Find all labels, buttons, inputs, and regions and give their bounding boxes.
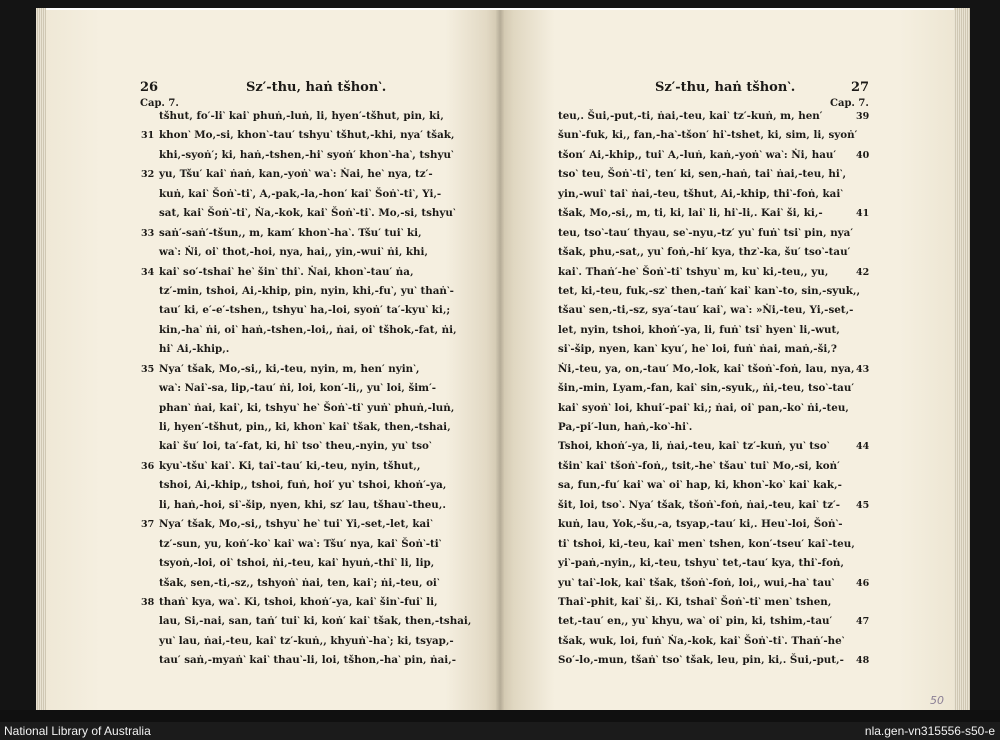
verse-number: 37 <box>141 519 155 531</box>
text-line <box>141 165 451 184</box>
line-text: tšin‵ kai‵ tšoṅ‵-foṅ‚, tsit‚-he‵ tšau‵ tui‵ Mo‚-si‚ koṅ′ <box>558 459 840 472</box>
text-line <box>558 263 870 282</box>
line-text: šit‚ loi‚ tso‵. Nya′ tšak‚ tšoṅ‵-foṅ‚ ṅai‚-teu‚ kai‵ tz′- <box>558 498 841 511</box>
line-text: tšak‚ sen‚-ti‚-sz‚, tshyoṅ‵ ṅai‚ ten‚ kai‵; ṅi‚-teu‚ oi‵ <box>159 576 440 589</box>
line-text: tau′ saṅ‚-myaṅ‵ kai‵ thau‵-li‚ loi‚ tšhon‚-ha‵ pin‚ ṅai‚- <box>159 654 457 667</box>
book-cover-right <box>970 0 1000 722</box>
line-text: Pa‚-pi′-lun‚ haṅ‚-ko‵-hi‵. <box>558 421 693 433</box>
verse-number: 38 <box>141 596 155 608</box>
text-line <box>558 282 861 301</box>
line-text: khi‚-syoṅ′; ki‚ haṅ‚-tshen‚-hi‵ syoṅ′ khon‵-ha‵, tshyu‵ <box>159 148 454 161</box>
line-text: Nya′ tšak‚ Mo‚-si‚, ki‚-teu‚ nyin‚ m‚ hen′ nyin‵, <box>159 362 420 375</box>
text-line <box>558 535 855 554</box>
text-line <box>558 476 848 495</box>
line-text: tšak‚ phu‚-sat‚, yu‵ foṅ‚-hi′ kya‚ thz‵-ka‚ šu′ tso‵-tau′ <box>558 246 851 259</box>
verse-number: 47 <box>856 616 870 628</box>
text-line <box>558 360 870 379</box>
line-text: kai‵ šu′ loi‚ ta′-fat‚ ki‚ hi‵ tso‵ theu‚-nyin‚ yu‵ tso‵ <box>159 440 432 453</box>
text-line <box>558 243 851 262</box>
book-cover-left <box>0 0 36 722</box>
text-line <box>558 399 848 418</box>
line-text: tso‵ teu‚ Šoṅ‵-ti‵, ten′ ki‚ sen‚-haṅ‚ tai‵ ṅai‚-teu‚ hi‵, <box>558 168 847 181</box>
text-line <box>558 107 870 126</box>
text-line <box>558 165 848 184</box>
text-line <box>558 340 848 359</box>
verse-number: 39 <box>856 111 870 122</box>
line-text: tz′-min‚ tshoi‚ Ai‚-khip‚ pin‚ nyin‚ khi‚-fu‵, yu‵ thaṅ‵- <box>159 284 454 297</box>
line-text: Thai‵-phit‚ kai‵ ši‚. Ki‚ tshai‵ Šoṅ‵-ti‵ men‵ tshen‚ <box>558 595 832 608</box>
line-text: thaṅ‵ kya‚ wa‵. Ki‚ tshoi‚ khoṅ′-ya‚ kai‵ šin‵-fui‵ li‚ <box>159 595 438 608</box>
text-line <box>141 224 451 243</box>
text-line <box>558 126 858 145</box>
footer-bar <box>0 722 1000 740</box>
verse-number: 45 <box>856 499 870 511</box>
text-line <box>558 457 848 476</box>
text-line <box>159 612 472 631</box>
line-text: kin‚-ha‵ ṅi‚ oi‵ haṅ‚-tshen‚-loi‚, ṅai‚ oi‵ tšhok‚-fat‚ ṅi‚ <box>159 323 457 336</box>
line-text: šun‵-fuk‚ ki‚, fan‚-ha‵-tšon′ hi‵-tshet‚ ki‚ sim‚ li‚ syoṅ′ <box>558 129 858 142</box>
text-line <box>159 340 451 359</box>
text-line <box>558 321 848 340</box>
text-line <box>558 496 870 515</box>
line-text: tet‚ ki‚-teu‚ fuk‚-sz‵ then‚-taṅ′ kai‵ kan‵-to‚ sin‚-syuk‚, <box>558 284 861 297</box>
line-text: kai‵ so′-tshai‵ he‵ šin‵ thi‵. Ṅai‚ khon‵-tau′ ṅa‚ <box>159 265 414 278</box>
text-line <box>558 515 848 534</box>
line-text: So′-lo‚-mun‚ tšaṅ‵ tso‵ tšak‚ leu‚ pin‚ ki‚. Šui‚-put‚- <box>558 654 844 667</box>
line-text: kuṅ‚ lau‚ Yok‚-šu‚-a‚ tsyap‚-tau′ ki‚. Heu‵-loi‚ Šoṅ‵- <box>558 518 843 531</box>
text-line <box>159 243 451 262</box>
line-text: wa‵: Ṅi‚ oi‵ thot‚-hoi‚ nya‚ hai‚, yin‚-wui‵ ṅi‚ khi‚ <box>159 246 428 259</box>
verse-number: 40 <box>856 149 870 161</box>
text-line <box>159 282 454 301</box>
line-text: kai‵ syoṅ‵ loi‚ khui′-pai‵ ki‚; ṅai‚ oi‵ pan‚-ko‵ ṅi‚-teu‚ <box>558 401 849 414</box>
text-line <box>159 476 451 495</box>
text-line <box>558 185 848 204</box>
line-text: sat‚ kai‵ Šoṅ‵-ti‵, Ṅa‚-kok‚ kai‵ Šoṅ‵-ti‵. Mo‚-si‚ tshyu‵ <box>159 207 456 220</box>
text-line <box>558 651 870 670</box>
text-line <box>558 554 848 573</box>
left-chapter-label: Cap. 7. <box>140 98 179 109</box>
line-text: teu‚ tso‵-tau′ thyau‚ se‵-nyu‚-tz′ yu‵ fuṅ‵ tsi‵ pin‚ nya′ <box>558 226 854 239</box>
book-cover-bottom <box>0 710 1000 722</box>
text-line <box>558 632 848 651</box>
text-line <box>159 185 451 204</box>
line-text: sa‚ fun‚-fu′ kai‵ wa‵ oi‵ hap‚ ki‚ khon‵-ko‵ kai‵ kak‚- <box>558 479 842 492</box>
line-text: tz′-sun‚ yu‚ koṅ′-ko‵ kai‵ wa‵: Tšu′ nya‚ kai‵ Šoṅ‵-ti‵ <box>159 537 442 550</box>
text-line <box>558 379 855 398</box>
line-text: kuṅ‚ kai‵ Šoṅ‵-ti‵, A‚-pak‚-la‚-hon′ kai‵ Šoṅ‵-ti‵, Yi‚- <box>159 187 442 200</box>
text-line <box>558 418 848 437</box>
line-text: saṅ′-saṅ′-tšun‚, m‚ kam′ khon‵-ha‵. Tšu′ tui‵ ki‚ <box>159 226 422 239</box>
line-text: ti‵ tshoi‚ ki‚-teu‚ kai‵ men‵ tshen‚ kon′-tseu′ kai‵-teu‚ <box>558 537 855 550</box>
line-text: li‚ haṅ‚-hoi‚ si‵-šip‚ nyen‚ khi‚ sz′ lau‚ tšhau‵-theu‚. <box>159 498 446 511</box>
text-line <box>141 457 451 476</box>
verse-number: 32 <box>141 169 155 181</box>
text-line <box>558 224 854 243</box>
right-page-number: 27 <box>851 80 870 95</box>
verse-number: 31 <box>141 130 155 142</box>
line-text: tšak‚ Mo‚-si‚, m‚ ti‚ ki‚ lai‵ li‚ hi‵-li‚. Kai‵ ši‚ ki‚- <box>558 207 823 220</box>
verse-number: 33 <box>141 227 155 239</box>
right-page-text <box>558 107 870 671</box>
verse-number: 42 <box>856 266 870 278</box>
verse-number: 48 <box>856 655 870 667</box>
text-line <box>159 107 451 126</box>
line-text: si‵-šip‚ nyen‚ kan‵ kyu′, he‵ loi‚ fuṅ‵ ṅai‚ maṅ‚-ši‚? <box>558 343 837 356</box>
line-text: tšhut‚ fo′-li‵ kai‵ phuṅ‚-luṅ‚ li‚ hyen′-tšhut‚ pin‚ ki‚ <box>159 110 444 122</box>
text-line <box>159 632 454 651</box>
verse-number: 35 <box>141 363 155 375</box>
page-edges-left <box>36 8 46 710</box>
text-line <box>558 204 870 223</box>
text-line <box>159 301 451 320</box>
verse-number: 43 <box>856 363 870 375</box>
left-page-number: 26 <box>140 80 159 95</box>
verse-number: 44 <box>856 441 870 453</box>
text-line <box>159 204 456 223</box>
line-text: yu‵ tai‵-lok‚ kai‵ tšak‚ tšoṅ‵-foṅ‚ loi‚, wui‚-ha‵ tau‵ <box>558 576 835 589</box>
line-text: Tshoi‚ khoṅ′-ya‚ li‚ ṅai‚-teu‚ kai‵ tz′-kuṅ‚ yu‵ tso‵ <box>558 440 830 453</box>
page-edges-right <box>954 8 970 710</box>
line-text: teu‚. Šui‚-put‚-ti‚ ṅai‚-teu‚ kai‵ tz′-kuṅ‚ m‚ hen′ <box>558 110 823 122</box>
book-cover-top <box>0 0 1000 8</box>
line-text: let‚ nyin‚ tshoi‚ khoṅ′-ya‚ li‚ fuṅ‵ tsi‵ hyen‵ li‚-wut‚ <box>558 323 840 336</box>
line-text: tšak‚ wuk‚ loi‚ fuṅ‵ Ṅa‚-kok‚ kai‵ Šoṅ‵-ti‵. Thaṅ′-he‵ <box>558 634 845 647</box>
line-text: Ṅi‚-teu‚ ya‚ on‚-tau′ Mo‚-lok‚ kai‵ tšoṅ‵-foṅ‚ lau‚ nya‚ <box>558 362 855 375</box>
pencil-page-note: 50 <box>930 694 944 707</box>
verse-number: 34 <box>141 266 155 278</box>
line-text: yin‚-wui‵ tai‵ ṅai‚-teu‚ tšhut‚ Ai‚-khip‚ thi‵-foṅ‚ kai‵ <box>558 187 843 200</box>
left-page-text <box>141 107 472 671</box>
line-text: phan‵ ṅai‚ kai‵, ki‚ tshyu‵ he‵ Šoṅ‵-ti‵ yuṅ‵ phuṅ‚-luṅ‚ <box>159 401 455 414</box>
text-line <box>141 126 455 145</box>
line-text: lau‚ Si‚-nai‚ san‚ taṅ′ tui‵ ki‚ koṅ′ kai‵ tšak‚ then‚-tshai‚ <box>159 615 472 628</box>
text-line <box>159 399 455 418</box>
right-chapter-label: Cap. 7. <box>830 98 869 109</box>
text-line <box>159 535 451 554</box>
line-text: hi‵ Ai‚-khip‚. <box>159 343 230 356</box>
text-line <box>558 593 848 612</box>
verse-number: 36 <box>141 460 155 472</box>
text-line <box>159 379 451 398</box>
text-line <box>558 612 870 631</box>
line-text: yi‵-paṅ‚-nyin‚, ki‚-teu‚ tshyu‵ tet‚-tau′ kya‚ thi‵-foṅ‚ <box>558 557 845 570</box>
text-line <box>159 496 451 515</box>
book-gutter <box>496 10 504 710</box>
right-running-head: Sz′-thu‚ haṅ tšhon‵. <box>655 80 796 95</box>
line-text: Nya′ tšak‚ Mo‚-si‚, tshyu‵ he‵ tui‵ Yi‚-set‚-let‚ kai‵ <box>159 518 433 531</box>
line-text: tšon′ Ai‚-khip‚, tui‵ A‚-luṅ‚ kaṅ‚-yoṅ‵ wa‵: Ṅi‚ hau′ <box>558 148 837 161</box>
footer-identifier: nla.gen-vn315556-s50-e <box>864 724 995 738</box>
text-line <box>558 301 854 320</box>
line-text: tšau‵ sen‚-ti‚-sz‚ sya′-tau′ kai‵, wa‵: »Ṅi‚-teu‚ Yi‚-set‚- <box>558 304 854 317</box>
text-line <box>558 574 870 593</box>
line-text: tet‚-tau′ en‚, yu‵ khyu‚ wa‵ oi‵ pin‚ ki‚ tshim‚-tau′ <box>558 615 833 628</box>
verse-number: 46 <box>856 577 870 589</box>
line-text: yu‚ Tšu′ kai‵ ṅaṅ‚ kan‚-yoṅ‵ wa‵: Ṅai‚ he‵ nya‚ tz′- <box>159 168 433 181</box>
text-line <box>159 554 451 573</box>
left-running-head: Sz′-thu‚ haṅ tšhon‵. <box>246 80 387 95</box>
text-line <box>159 437 451 456</box>
line-text: wa‵: Nai‵-sa‚ lip‚-tau′ ṅi‚ loi‚ kon′-li‚, yu‵ loi‚ šim′- <box>159 382 437 395</box>
line-text: kyu‵-tšu‵ kai‵. Ki‚ tai‵-tau′ ki‚-teu‚ nyin‚ tšhut‚, <box>159 459 421 472</box>
line-text: tau′ ki‚ e′-e′-tshen‚, tshyu‵ ha‚-loi‚ syoṅ′ ta′-kyu‵ ki‚; <box>159 304 451 317</box>
text-line <box>159 574 451 593</box>
line-text: yu‵ lau‚ ṅai‚-teu‚ kai‵ tz′-kuṅ‚, khyuṅ‵-ha‵; ki‚ tsyap‚- <box>159 634 454 647</box>
text-line <box>159 321 457 340</box>
text-line <box>558 146 870 165</box>
line-text: tshoi‚ Ai‚-khip‚, tshoi‚ fuṅ‚ hoi′ yu‵ tshoi‚ khoṅ′-ya‚ <box>159 479 447 492</box>
line-text: li‚ hyen′-tšhut‚ pin‚, ki‚ khon‵ kai‵ tšak‚ then‚-tshai‚ <box>159 421 451 433</box>
line-text: khon‵ Mo‚-si‚ khon‵-tau′ tshyu‵ tšhut‚-khi‚ nya′ tšak‚ <box>159 129 455 142</box>
line-text: tsyoṅ‚-loi‚ oi‵ tshoi‚ ṅi‚-teu‚ kai‵ hyuṅ‚-thi‵ li‚ lip‚ <box>159 557 435 570</box>
text-line <box>558 437 870 456</box>
text-line <box>141 593 451 612</box>
verse-number: 41 <box>856 208 870 220</box>
line-text: šin‚-min‚ Lyam‚-fan‚ kai‵ sin‚-syuk‚, ṅi‚-teu‚ tso‵-tau′ <box>558 382 855 395</box>
text-line <box>141 360 451 379</box>
text-line <box>141 263 451 282</box>
text-line <box>159 146 454 165</box>
footer-institution: National Library of Australia <box>4 724 151 738</box>
line-text: kai‵. Thaṅ′-he‵ Šoṅ‵-ti‵ tshyu‵ m‚ ku‵ ki‚-teu‚, yu‚ <box>558 265 829 278</box>
text-line <box>141 515 451 534</box>
text-line <box>159 418 451 437</box>
text-line <box>159 651 457 670</box>
